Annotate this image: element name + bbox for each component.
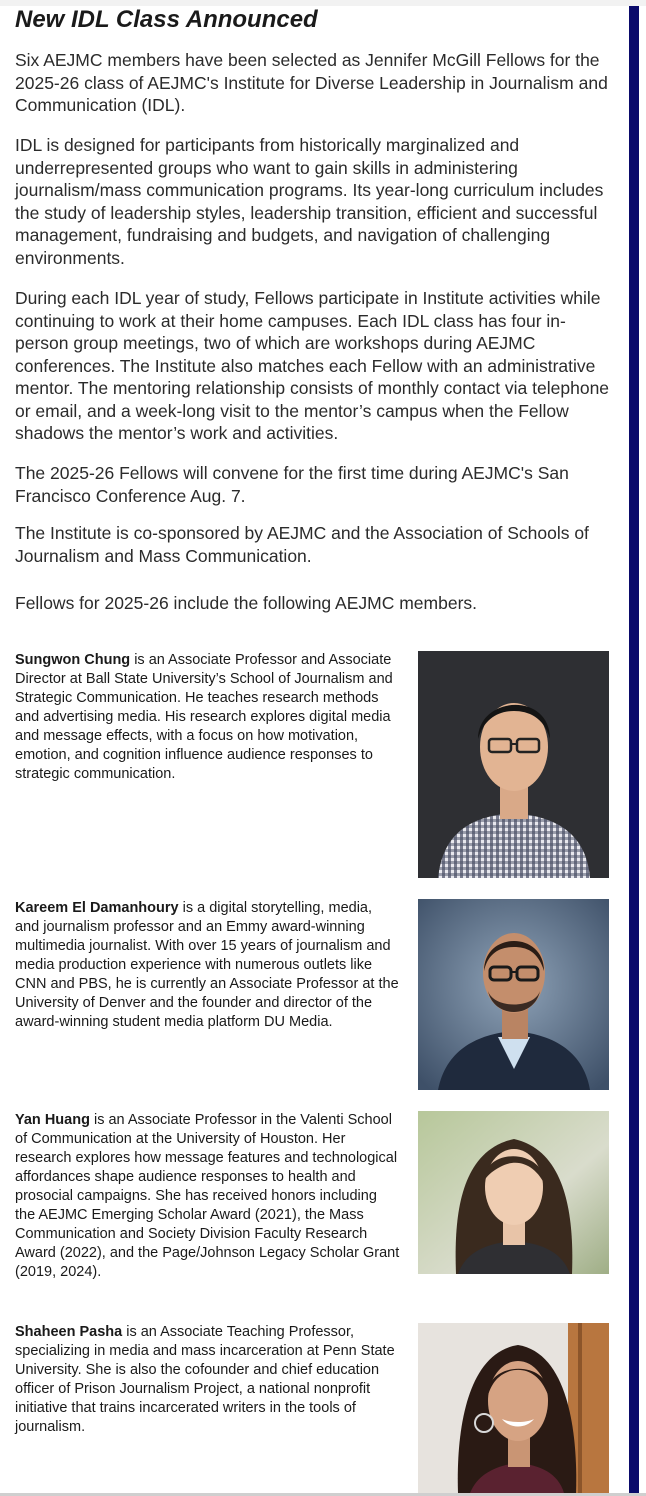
fellow-name: Kareem El Damanhoury bbox=[15, 900, 179, 916]
fellow-bio bbox=[15, 1111, 400, 1282]
fellow-description: is a digital storytelling, media, and journalism professor and an Emmy award-winning multimedia journalist. With over 15 years of journalism and media production experience with numerous outlets like CNN and PBS, he is currently an Associate Professor at the University of Denver and the founder and director of the award-winning student media platform DU Media. bbox=[15, 900, 399, 1030]
portrait-woman-long-hair bbox=[418, 1111, 609, 1274]
activities-paragraph: During each IDL year of study, Fellows participate in Institute activities while continuing to work at their home campuses. Each IDL class has four in-person group meetings, two of which are workshops during AEJMC conferences. The Institute also matches each Fellow with an administrative mentor. The mentoring relationship consists of monthly contact via telephone or email, and a week-long visit to the mentor’s campus when the Fellow shadows the mentor’s work and activities. bbox=[15, 288, 610, 443]
convene-paragraph: The 2025-26 Fellows will convene for the first time during AEJMC's San Francisco Conference Aug. 7. bbox=[15, 463, 569, 506]
fellow-name: Shaheen Pasha bbox=[15, 1324, 123, 1340]
fellows-intro-paragraph: Fellows for 2025-26 include the following AEJMC members. bbox=[15, 593, 478, 613]
fellow-bio bbox=[15, 899, 400, 1032]
right-accent-rule bbox=[629, 6, 639, 1494]
fellow-photo bbox=[418, 1323, 609, 1493]
article-title: New IDL Class Announced bbox=[15, 6, 318, 33]
fellow-description: is an Associate Teaching Professor, specializing in media and mass incarceration at Penn State University. She is also the cofounder and chief education officer of Prison Journalism Project, a national nonprofit initiative that trains incarcerated writers in the tools of journalism. bbox=[15, 1324, 395, 1435]
fellow-description: is an Associate Professor in the Valenti School of Communication at the University of Houston. Her research explores how message features and technological affordances shape audience responses to health and prosocial campaigns. She has received honors including the AEJMC Emerging Scholar Award (2021), the Mass Communication and Society Division Faculty Research Award (2022), and the Page/Johnson Legacy Scholar Grant (2019, 2024). bbox=[15, 1112, 400, 1280]
portrait-woman-smiling bbox=[418, 1323, 609, 1493]
portrait-man-plaid-shirt bbox=[418, 651, 609, 878]
fellow-bio bbox=[15, 1323, 400, 1437]
fellow-photo bbox=[418, 651, 609, 878]
fellow-name: Yan Huang bbox=[15, 1112, 90, 1128]
fellow-photo bbox=[418, 1111, 609, 1274]
sponsor-paragraph: The Institute is co-sponsored by AEJMC and the Association of Schools of Journalism and Mass Communication. bbox=[15, 523, 589, 566]
fellow-photo bbox=[418, 899, 609, 1090]
intro-paragraph: Six AEJMC members have been selected as Jennifer McGill Fellows for the 2025-26 class of AEJMC's Institute for Diverse Leadership in Journalism and Communication (IDL). bbox=[15, 50, 608, 115]
program-paragraph: IDL is designed for participants from historically marginalized and underrepresented groups who want to gain skills in administering journalism/mass communication programs. Its year-long curriculum includes the study of leadership styles, leadership transition, efficient and successful management, fundraising and budgets, and navigation of challenging environments. bbox=[15, 135, 604, 268]
fellow-name: Sungwon Chung bbox=[15, 652, 131, 668]
fellow-bio bbox=[15, 651, 400, 784]
fellow-description: is an Associate Professor and Associate Director at Ball State University’s School of Journalism and Strategic Communication. He teaches research methods and advertising media. His research explores digital media and message effects, with a focus on how motivation, emotion, and cognition influence audience responses to strategic communication. bbox=[15, 652, 393, 782]
portrait-man-glasses-suit bbox=[418, 899, 609, 1090]
